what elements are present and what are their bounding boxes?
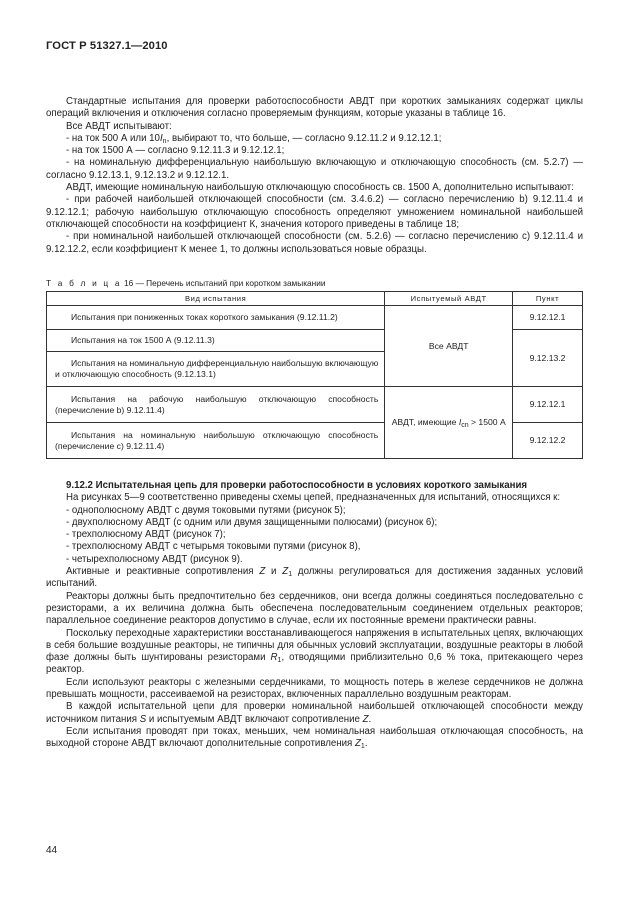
- list-item: - трехполюсному АВДТ (рисунок 7);: [66, 529, 226, 541]
- paragraph: Стандартные испытания для проверки работоспособности АВДТ при коротких замыканиях содержат циклы операций включения и отключения согласно проверяемым функциям, которые указаны в таблице 16.: [46, 96, 583, 120]
- table-cell: Испытания на номинальную дифференциальную наибольшую включающую и отключающую способность (9.12.13.1): [47, 352, 385, 387]
- table-cell: 9.12.13.2: [513, 330, 583, 387]
- table-cell: Все АВДТ: [385, 306, 513, 387]
- table-cell: АВДТ, имеющие $I_{cn} > 1500$ А: [385, 387, 513, 459]
- list-item: - на ток 1500 А — согласно 9.12.11.3 и 9.12.12.1;: [66, 145, 285, 157]
- table-cell: 9.12.12.2: [513, 423, 583, 459]
- section-text: [46, 480, 583, 751]
- table-cell: Испытания на ток 1500 А (9.12.11.3): [47, 330, 385, 352]
- paragraph: Реакторы должны быть предпочтительно без сердечников, они всегда должны соединяться последовательно с резисторами, а их величина должна быть обеспечена последовательным соединением отдельных реакторов; параллельное соединение реакторов допустимо в случае, если их постоянные времени практически равны.: [46, 590, 583, 627]
- paragraph: В каждой испытательной цепи для проверки номинальной наибольшей отключающей способности между источником питания S и испытуемым АВДТ включают сопротивление Z.: [46, 701, 583, 725]
- paragraph: На рисунках 5—9 соответственно приведены схемы цепей, предназначенных для испытаний, относящихся к:: [66, 492, 561, 504]
- list-item: - при номинальной наибольшей отключающей способности (см. 5.2.6) — согласно перечислению с) 9.12.11.4 и 9.12.12.2, если коэффициент К менее 1, то должны использоваться новые образцы.: [46, 231, 583, 255]
- tests-table: [46, 291, 583, 459]
- list-item: - трехполюсному АВДТ с четырьмя токовыми путями (рисунок 8),: [66, 541, 361, 553]
- table-row: [47, 306, 583, 330]
- list-item: - на номинальную дифференциальную наибольшую включающую и отключающую способность (см. 5.2.7) — согласно 9.12.13.1, 9.12.13.2 и 9.12.12.1.: [46, 157, 583, 181]
- table-header-row: [47, 292, 583, 306]
- list-item: - при рабочей наибольшей отключающей способности (см. 3.4.6.2) — согласно перечислению b) 9.12.11.4 и 9.12.12.1; рабочую наибольшую отключающую способность определяют умножением номинальной наибольшей отключающей способности на коэффициент К, значения которого приведены в таблице 18;: [46, 194, 583, 230]
- table-row: [47, 387, 583, 423]
- table-caption: Т а б л и ц а 16 — Перечень испытаний при коротком замыкании: [46, 278, 326, 288]
- running-header: ГОСТ Р 51327.1—2010: [46, 40, 168, 52]
- column-header: Вид испытания: [47, 292, 385, 306]
- table-cell: 9.12.12.1: [513, 306, 583, 330]
- list-item: - четырехполюсному АВДТ (рисунок 9).: [66, 553, 243, 565]
- page-number: 44: [46, 845, 58, 856]
- section-title: 9.12.2 Испытательная цепь для проверки работоспособности в условиях короткого замыкания: [66, 480, 528, 491]
- paragraph: Если используют реакторы с железными сердечниками, то мощность потерь в железе сердечников не должна превышать мощности, рассеиваемой на резисторах, включенных параллельно воздушным реакторам.: [46, 676, 583, 701]
- paragraph: Все АВДТ испытывают:: [66, 120, 172, 132]
- table-cell: Испытания при пониженных токах короткого замыкания (9.12.11.2): [47, 306, 385, 330]
- column-header: Испытуемый АВДТ: [385, 292, 513, 306]
- list-item: - двухполюсному АВДТ (с одним или двумя защищенными полюсами) (рисунок 6);: [66, 516, 438, 528]
- paragraph: Активные и реактивные сопротивления Z и $Z_1$ должны регулироваться для достижения заданных условий испытаний.: [46, 566, 584, 590]
- list-item: - однополюсному АВДТ с двумя токовыми путями (рисунок 5);: [66, 504, 346, 516]
- table-cell: Испытания на рабочую наибольшую отключающую способность (перечисление b) 9.12.11.4): [47, 387, 385, 423]
- table-cell: 9.12.12.1: [513, 387, 583, 423]
- paragraph: АВДТ, имеющие номинальную наибольшую отключающую способность св. 1500 А, дополнительно испытывают:: [66, 182, 574, 194]
- column-header: Пункт: [513, 292, 583, 306]
- paragraph: Если испытания проводят при токах, меньших, чем номинальная наибольшая отключающая способность, на выходной стороне АВДТ включают дополнительные сопротивления $Z_1$.: [46, 725, 583, 751]
- paragraph: Поскольку переходные характеристики восстанавливающегося напряжения в испытательных цепях, включающих в себя большие воздушные реакторы, не типичны для обычных условий эксплуатации, воздушные реакторы в любой фазе должны быть шунтированы резисторами $R_1$, отводящими приблизительно 0,6 % тока, притекающего через реактор.: [46, 627, 583, 676]
- intro-text: [46, 96, 583, 256]
- list-item: - на ток 500 А или $10I_n$, выбирают то, что больше, — согласно 9.12.11.2 и 9.12.12.1;: [66, 132, 442, 145]
- table-cell: Испытания на номинальную наибольшую отключающую способность (перечисление с) 9.12.11.4): [47, 423, 385, 459]
